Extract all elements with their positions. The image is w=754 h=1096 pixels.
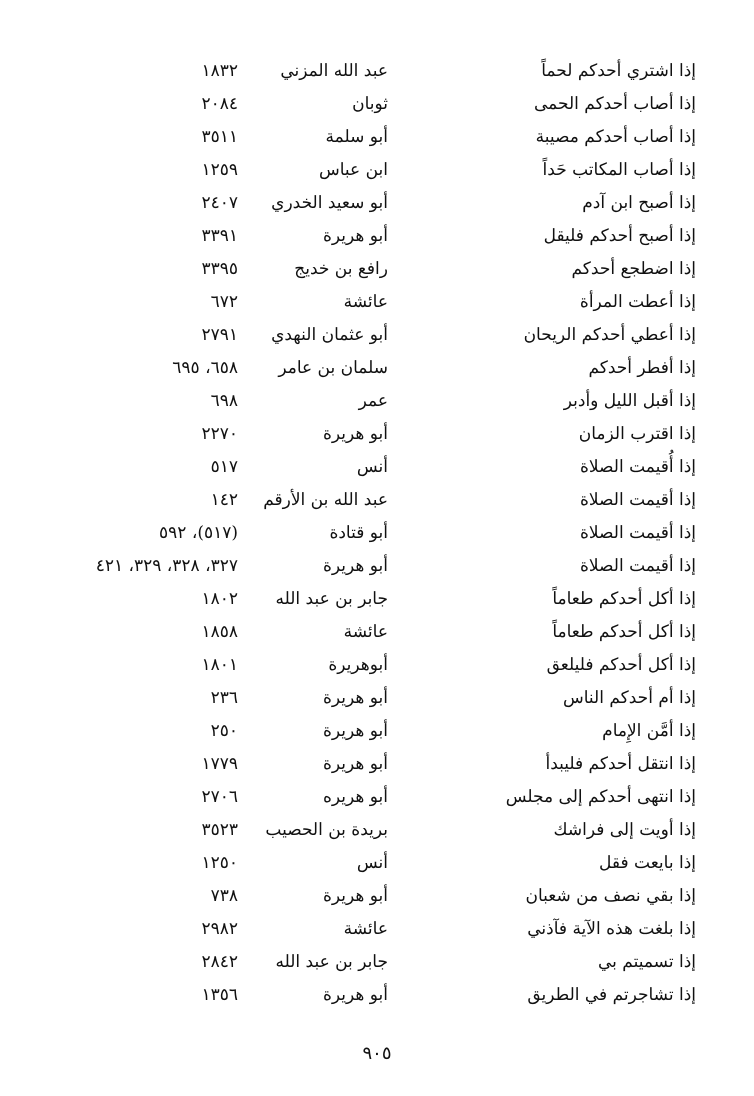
narrator-name: أبو هريرة [322, 226, 388, 246]
narrator-name: أبو هريرة [322, 424, 388, 444]
narrator-name: رافع بن خديج [294, 259, 388, 279]
table-row [0, 781, 754, 814]
hadith-text: إذا أكل أحدكم طعاماً [552, 589, 696, 609]
table-row [0, 616, 754, 649]
hadith-number: ٢٢٧٠ [201, 424, 238, 444]
narrator-name: عائشة [343, 292, 388, 312]
hadith-number: ١٣٥٦ [201, 985, 238, 1005]
table-row [0, 814, 754, 847]
narrator-name: أبو هريرة [322, 721, 388, 741]
table-row [0, 385, 754, 418]
table-row [0, 517, 754, 550]
table-row [0, 319, 754, 352]
table-row [0, 682, 754, 715]
table-row [0, 352, 754, 385]
narrator-name: أبو هريره [322, 787, 388, 807]
hadith-number: ٥١٧ [210, 457, 238, 477]
narrator-name: أبو قتادة [329, 523, 388, 543]
hadith-text: إذا أقيمت الصلاة [579, 490, 696, 510]
narrator-name: عائشة [343, 919, 388, 939]
hadith-text: إذا أفطر أحدكم [588, 358, 696, 378]
table-row [0, 484, 754, 517]
narrator-name: ثوبان [352, 94, 388, 114]
narrator-name: عبد الله بن الأرقم [263, 490, 388, 510]
narrator-name: أبو هريرة [322, 754, 388, 774]
hadith-number: ٧٣٨ [210, 886, 238, 906]
hadith-text: إذا أصبح أحدكم فليقل [543, 226, 696, 246]
table-row [0, 121, 754, 154]
hadith-number: ٢٧٠٦ [201, 787, 238, 807]
hadith-number: ٢٥٠ [210, 721, 238, 741]
hadith-text: إذا أعطت المرأة [579, 292, 696, 312]
table-row [0, 451, 754, 484]
hadith-text: إذا انتقل أحدكم فليبدأ [545, 754, 696, 774]
hadith-text: إذا أقيمت الصلاة [579, 556, 696, 576]
hadith-text: إذا أكل أحدكم طعاماً [552, 622, 696, 642]
hadith-number: ٦٩٨ [210, 391, 238, 411]
hadith-number: ٣٥٢٣ [201, 820, 238, 840]
narrator-name: جابر بن عبد الله [275, 952, 388, 972]
index-table [0, 55, 754, 1012]
hadith-number: ٢٨٤٢ [201, 952, 238, 972]
table-row [0, 55, 754, 88]
hadith-number: ٣٥١١ [201, 127, 238, 147]
table-row [0, 847, 754, 880]
hadith-text: إذا أويت إلى فراشك [553, 820, 696, 840]
table-row [0, 253, 754, 286]
table-row [0, 286, 754, 319]
table-row [0, 583, 754, 616]
page-number: ٩٠٥ [362, 1043, 392, 1064]
hadith-number: ١٨٠١ [201, 655, 238, 675]
hadith-text: إذا أكل أحدكم فليلعق [546, 655, 696, 675]
narrator-name: أبوهريرة [328, 655, 388, 675]
narrator-name: أنس [356, 457, 388, 477]
hadith-text: إذا انتهى أحدكم إلى مجلس [505, 787, 696, 807]
narrator-name: أنس [356, 853, 388, 873]
hadith-text: إذا بقي نصف من شعبان [525, 886, 696, 906]
table-row [0, 748, 754, 781]
hadith-number: ٢٧٩١ [201, 325, 238, 345]
narrator-name: سلمان بن عامر [278, 358, 388, 378]
hadith-number: ٦٧٢ [210, 292, 238, 312]
hadith-number: ١٨٠٢ [201, 589, 238, 609]
table-row [0, 715, 754, 748]
table-row [0, 979, 754, 1012]
hadith-text: إذا أعطي أحدكم الريحان [523, 325, 696, 345]
hadith-text: إذا أصبح ابن آدم [582, 193, 696, 213]
table-row [0, 88, 754, 121]
narrator-name: أبو هريرة [322, 985, 388, 1005]
hadith-number: ٣٢٧، ٣٢٨، ٣٢٩، ٤٢١ [95, 556, 238, 576]
hadith-number: (٥١٧)، ٥٩٢ [159, 523, 238, 543]
narrator-name: بريدة بن الحصيب [265, 820, 388, 840]
table-row [0, 550, 754, 583]
hadith-text: إذا اقترب الزمان [578, 424, 696, 444]
narrator-name: أبو هريرة [322, 688, 388, 708]
hadith-number: ٢٤٠٧ [201, 193, 238, 213]
narrator-name: عبد الله المزني [280, 61, 388, 81]
hadith-number: ١٤٢ [210, 490, 238, 510]
hadith-number: ١٧٧٩ [201, 754, 238, 774]
hadith-text: إذا أقبل الليل وأدبر [563, 391, 696, 411]
hadith-number: ٣٣٩٥ [201, 259, 238, 279]
hadith-text: إذا أصاب أحدكم مصيبة [535, 127, 696, 147]
narrator-name: عمر [358, 391, 388, 411]
table-row [0, 649, 754, 682]
table-row [0, 154, 754, 187]
hadith-text: إذا بلغت هذه الآية فآذني [527, 919, 696, 939]
hadith-number: ٢٩٨٢ [201, 919, 238, 939]
narrator-name: عائشة [343, 622, 388, 642]
hadith-number: ٢٠٨٤ [201, 94, 238, 114]
hadith-number: ١٢٥٩ [201, 160, 238, 180]
hadith-number: ٦٥٨، ٦٩٥ [172, 358, 238, 378]
hadith-number: ٣٣٩١ [201, 226, 238, 246]
narrator-name: جابر بن عبد الله [275, 589, 388, 609]
table-row [0, 418, 754, 451]
hadith-text: إذا تسميتم بي [597, 952, 696, 972]
narrator-name: أبو سعيد الخدري [271, 193, 388, 213]
table-row [0, 187, 754, 220]
hadith-text: إذا اضطجع أحدكم [571, 259, 696, 279]
narrator-name: أبو هريرة [322, 556, 388, 576]
narrator-name: أبو سلمة [325, 127, 388, 147]
table-row [0, 946, 754, 979]
hadith-number: ١٨٣٢ [201, 61, 238, 81]
hadith-text: إذا أمَّن الإِمام [602, 721, 696, 741]
hadith-text: إذا اشتري أحدكم لحماً [541, 61, 696, 81]
hadith-text: إذا تشاجرتم في الطريق [527, 985, 696, 1005]
hadith-number: ١٨٥٨ [201, 622, 238, 642]
hadith-text: إذا أصاب أحدكم الحمى [533, 94, 696, 114]
hadith-text: إذا أم أحدكم الناس [562, 688, 696, 708]
hadith-text: إذا أُقيمت الصلاة [579, 457, 696, 477]
table-row [0, 880, 754, 913]
hadith-text: إذا بايعت فقل [599, 853, 696, 873]
hadith-number: ١٢٥٠ [201, 853, 238, 873]
table-row [0, 913, 754, 946]
narrator-name: أبو عثمان النهدي [271, 325, 388, 345]
hadith-number: ٢٣٦ [210, 688, 238, 708]
table-row [0, 220, 754, 253]
narrator-name: أبو هريرة [322, 886, 388, 906]
hadith-text: إذا أقيمت الصلاة [579, 523, 696, 543]
narrator-name: ابن عباس [318, 160, 388, 180]
hadith-text: إذا أصاب المكاتب حَداً [542, 160, 696, 180]
